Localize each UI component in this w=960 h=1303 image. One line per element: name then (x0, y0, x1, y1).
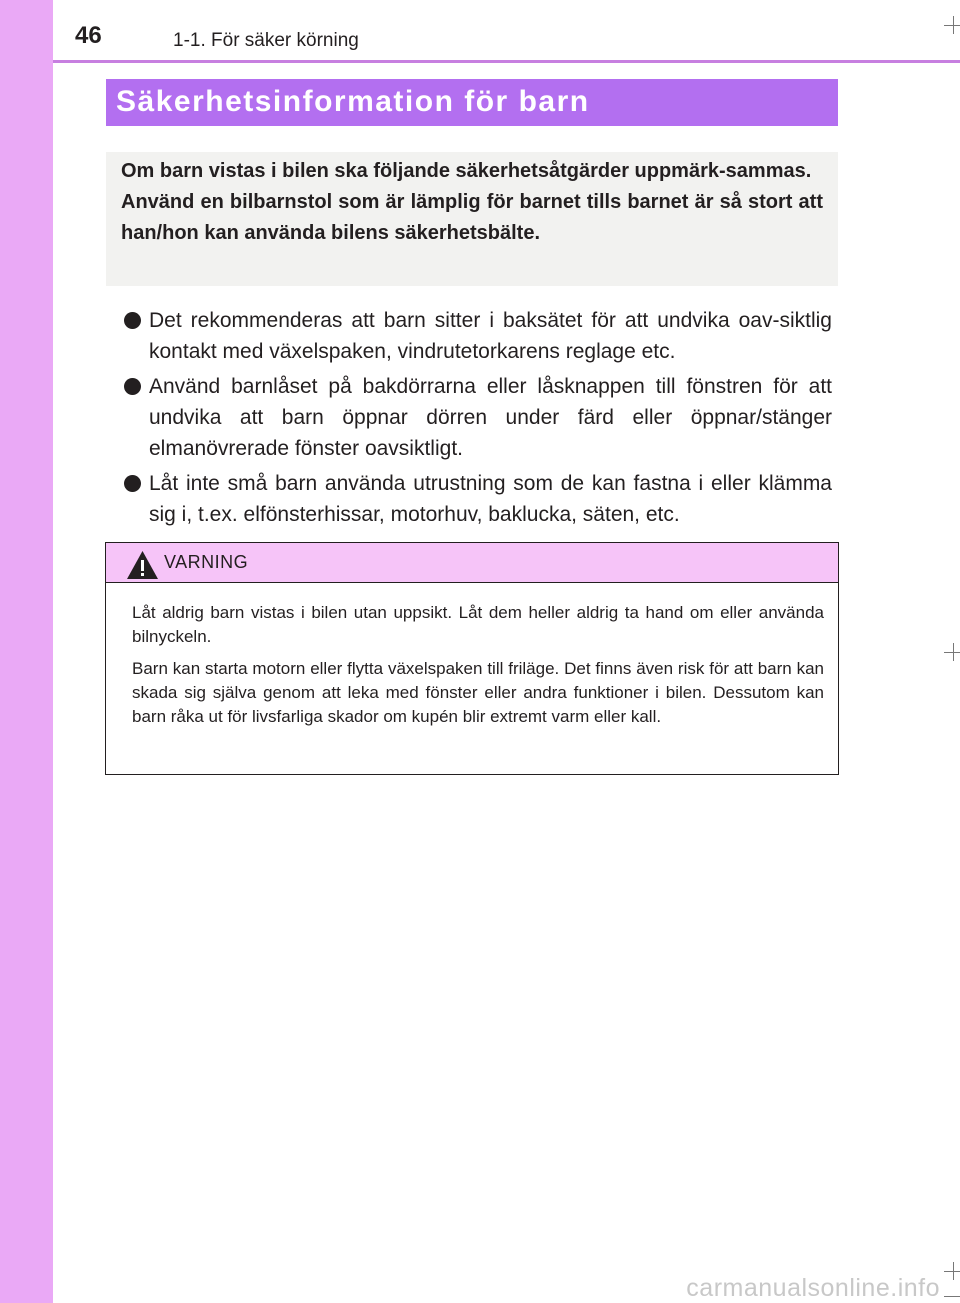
intro-box (106, 152, 838, 286)
intro-paragraph: Använd en bilbarnstol som är lämplig för barnet tills barnet är så stort att han/hon kan använda bilens säkerhetsbälte. (121, 191, 823, 244)
list-item (122, 371, 832, 464)
header-rule (53, 60, 960, 63)
list-item (122, 468, 832, 530)
page-title: Säkerhetsinformation för barn (116, 85, 590, 118)
warning-paragraph: Barn kan starta motorn eller flytta växelspaken till friläge. Det finns även risk för att barn kan skada sig själva genom att leka med fönster eller andra funktioner i bilen. Dessutom kan barn råka ut för livsfarliga skador om kupén blir extremt varm eller kall. (132, 659, 824, 726)
list-item-text: Använd barnlåset på bakdörrarna eller låsknappen till fönstren för att undvika att barn öppnar dörren under färd eller öppnar/stänger elmanövrerade fönster oavsiktligt. (149, 375, 832, 460)
warning-body (132, 601, 824, 737)
warning-box (105, 542, 839, 775)
list-item-text: Låt inte små barn använda utrustning som de kan fastna i eller klämma sig i, t.ex. elfönsterhissar, motorhuv, baklucka, säten, etc. (149, 472, 832, 526)
side-color-band (0, 0, 53, 1303)
bullet-icon (124, 475, 141, 492)
title-bar (106, 79, 838, 126)
warning-header (106, 543, 838, 583)
intro-paragraph: Om barn vistas i bilen ska följande säkerhetsåtgärder uppmärk-sammas. (121, 160, 812, 182)
warning-paragraph: Låt aldrig barn vistas i bilen utan uppsikt. Låt dem heller aldrig ta hand om eller använda bilnyckeln. (132, 603, 824, 646)
bullet-list (122, 305, 832, 534)
warning-triangle-icon (126, 550, 159, 580)
list-item-text: Det rekommenderas att barn sitter i baksätet för att undvika oav-siktlig kontakt med växelspaken, vindrutetorkarens reglage etc. (149, 309, 832, 363)
bullet-icon (124, 378, 141, 395)
warning-label: VARNING (164, 552, 249, 572)
page-number: 46 (75, 22, 102, 49)
watermark: carmanualsonline.info (686, 1274, 940, 1302)
section-label: 1-1. För säker körning (173, 30, 359, 51)
bullet-icon (124, 312, 141, 329)
list-item (122, 305, 832, 367)
